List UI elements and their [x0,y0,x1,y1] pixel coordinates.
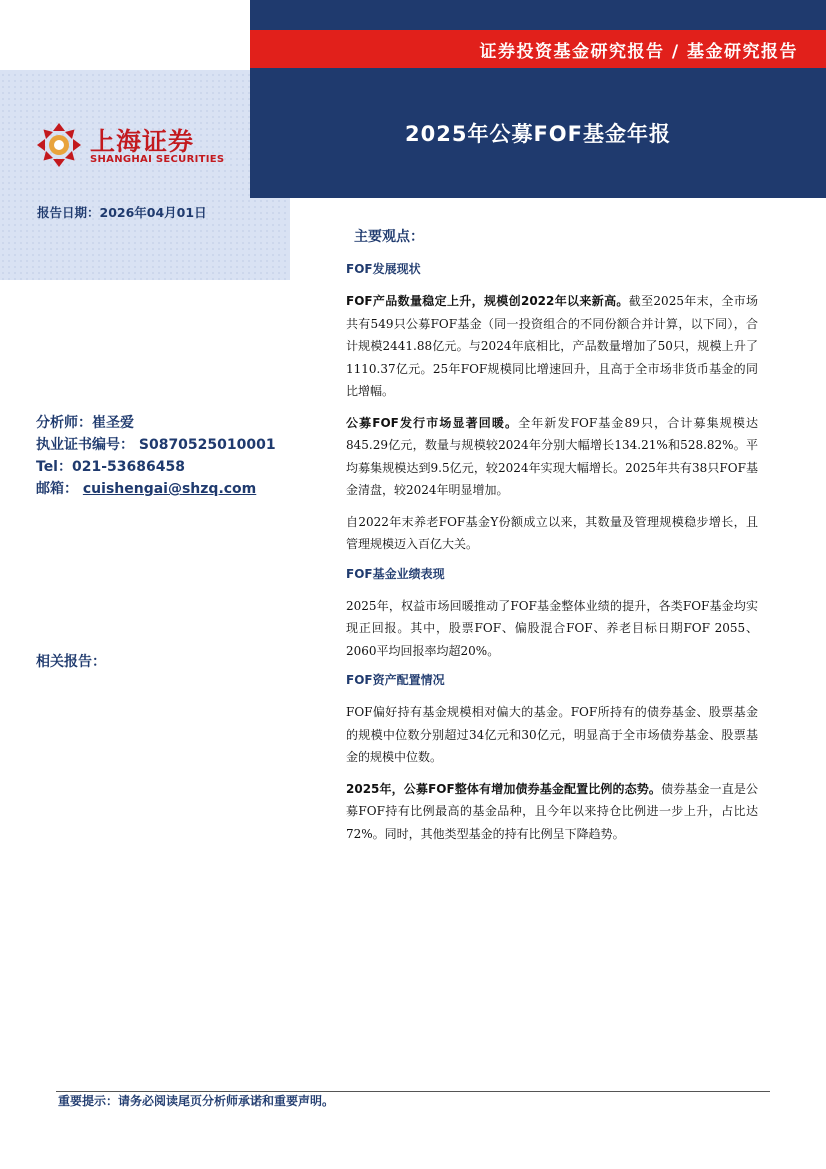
shanghai-securities-logo-icon [34,120,84,170]
paragraph: FOF偏好持有基金规模相对偏大的基金。FOF所持有的债券基金、股票基金的规模中位数分别超过34亿元和30亿元，明显高于全市场债券基金、股票基金的规模中位数。 [346,705,758,764]
section-title: FOF基金业绩表现 [346,566,445,581]
series-label: 证券投资基金研究报告 / 基金研究报告 [479,41,798,62]
analyst-email-link[interactable]: cuishengai@shzq.com [82,481,257,497]
section-title: FOF发展现状 [346,262,421,276]
report-title: 2025年公募FOF基金年报 [405,122,671,146]
logo-background [0,0,250,70]
paragraph: 公募FOF发行市场显著回暖。全年新发FOF基金89只，合计募集规模达845.29亿元，数量与规模较2024年分别大幅增长134.21%和528.82%。平均募集规模达到9.5亿元，较2024年实现大幅增长。2025年共有38只FOF基金清盘，较2024年明显增加。 [346,415,758,497]
paragraph: 自2022年末养老FOF基金Y份额成立以来，其数量及管理规模稳步增长，且管理规模迈入百亿大关。 [346,514,758,551]
email-label: 邮箱： [36,481,78,497]
main-heading: 主要观点： [354,229,424,245]
paragraph: 2025年，权益市场回暖推动了FOF基金整体业绩的提升，各类FOF基金均实现正回报。其中，股票FOF、偏股混合FOF、养老目标日期FOF 2055、2060平均回报率均超20%。 [346,598,758,658]
series-banner [250,30,826,68]
logo-name-cn: 上海证券 [90,127,195,156]
related-reports-label: 相关报告： [36,654,106,670]
paragraph: FOF产品数量稳定上升，规模创2022年以来新高。截至2025年末，全市场共有549只公募FOF基金（同一投资组合的不同份额合并计算，以下同），合计规模2441.88亿元。与2024年底相比，产品数量增加了50只，规模上升了1110.37亿元。25年FOF规模同比增速回升，且高于全市场非货币基金的同比增幅。 [346,294,758,398]
analyst-email-row [36,478,276,500]
main-content [346,226,766,854]
analyst-tel: Tel：021-53686458 [36,459,185,475]
section-title: FOF资产配置情况 [346,673,445,687]
analyst-name: 分析师：崔圣爱 [36,415,134,431]
header-top-band [250,0,826,30]
report-date: 报告日期：2026年04月01日 [37,205,207,220]
analyst-block [36,412,276,500]
paragraph: 2025年，公募FOF整体有增加债券基金配置比例的态势。债券基金一直是公募FOF持有比例最高的基金品种，且今年以来持仓比例进一步上升，占比达72%。同时，其他类型基金的持有比例呈下降趋势。 [346,781,758,841]
footer-note: 重要提示：请务必阅读尾页分析师承诺和重要声明。 [58,1094,335,1108]
analyst-cert: 执业证书编号： S0870525010001 [36,437,276,453]
logo-name-en: SHANGHAI SECURITIES [90,154,225,165]
company-logo [34,120,234,170]
